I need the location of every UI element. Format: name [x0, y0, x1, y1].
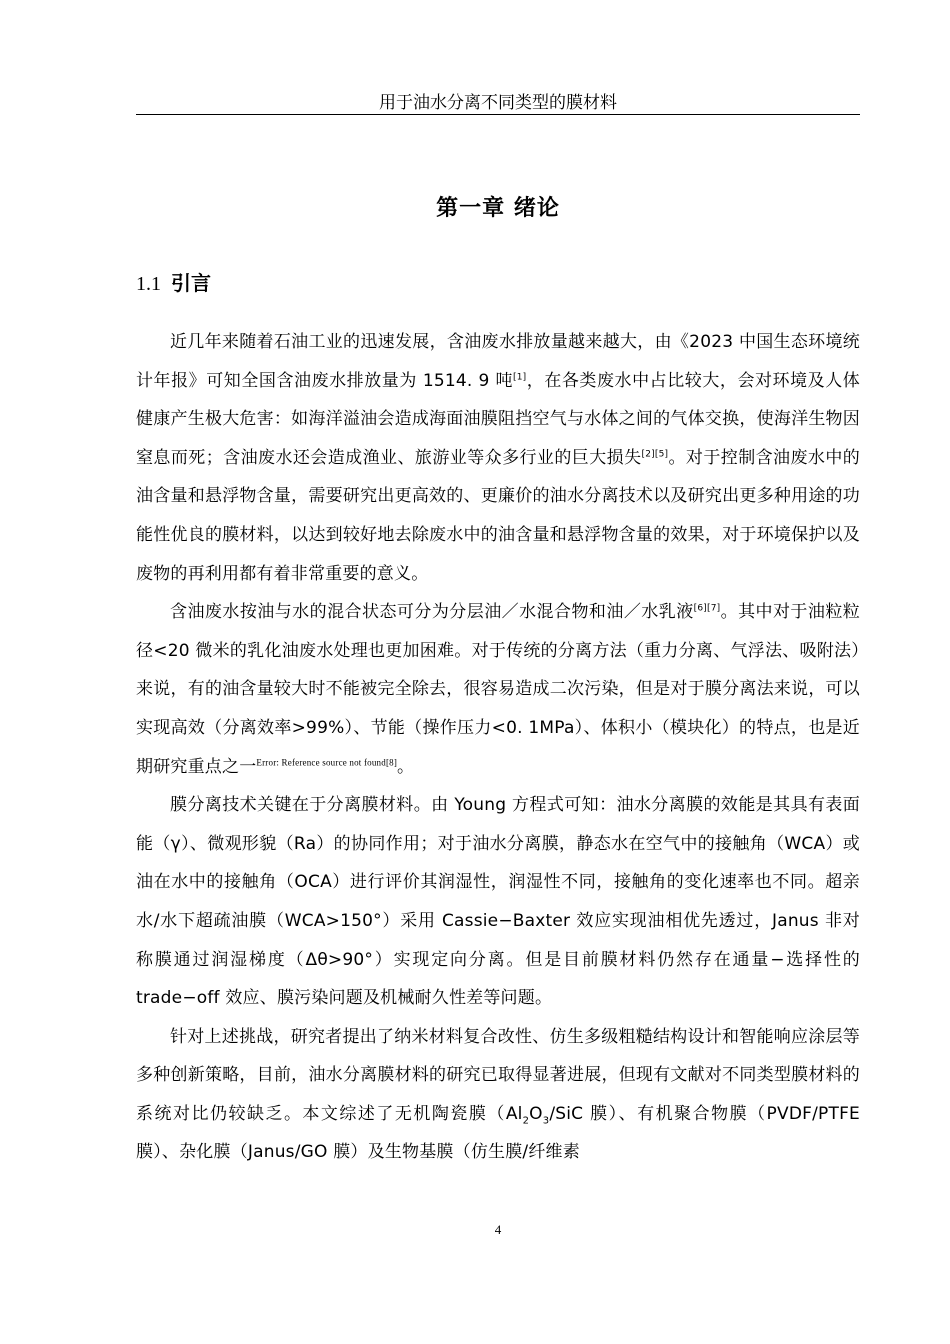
citation-error-8: Error: Reference source not found[8]: [256, 756, 398, 767]
section-title: 引言: [171, 271, 211, 295]
page-number: 4: [494, 1222, 502, 1237]
paragraph-2-text-a: 含油废水按油与水的混合状态可分为分层油／水混合物和油／水乳液: [170, 602, 694, 623]
chapter-title: 第一章 绪论: [436, 196, 560, 221]
paragraph-4-text-a: 针对上述挑战，研究者提出了纳米材料复合改性、仿生多级粗糙结构设计和智能响应涂层等多种创新策略，目前，油水分离膜材料的研究已取得显著进展，但现有文献对不同类型膜材料的系统对比仍较缺乏。本文综述了无机陶瓷膜（Al: [136, 1026, 860, 1124]
paragraph-4-text-b: O: [529, 1103, 543, 1124]
paragraph-1-text-b: ，在各类废水中占比较大，会对环境及人体健康产生极大危害：如海洋溢油会造成海面油膜阻挡空气与水体之间的气体交换，使海洋生物因窒息而死；含油废水还会造成渔业、旅游业等众多行业的巨大损失: [136, 370, 860, 468]
subscript-2: 2: [522, 1115, 530, 1127]
citation-1: [1]: [513, 371, 527, 382]
paragraph-2-text-c: 。: [397, 756, 415, 777]
paragraph-4-text-c: /SiC 膜）、有机聚合物膜（PVDF/PTFE 膜）、杂化膜（Janus/GO 膜）及生物基膜（仿生膜/纤维素: [136, 1103, 860, 1163]
paragraph-2-text-b: 。其中对于油粒粒径<20 微米的乳化油废水处理也更加困难。对于传统的分离方法（重力分离、气浮法、吸附法）来说，有的油含量较大时不能被完全除去，很容易造成二次污染，但是对于膜分离法来说，可以实现高效（分离效率>99%）、节能（操作压力<0. 1MPa）、体积小（模块化）的特点，也是近期研究重点之一: [136, 602, 860, 777]
paragraph-4: [136, 1018, 860, 1172]
section-heading: [136, 268, 211, 299]
citation-6-7: [6][7]: [693, 603, 721, 614]
paragraph-3: 膜分离技术关键在于分离膜材料。由 Young 方程式可知：油水分离膜的效能是其具有表面能（γ）、微观形貌（Ra）的协同作用；对于油水分离膜，静态水在空气中的接触角（WCA）或油在水中的接触角（OCA）进行评价其润湿性，润湿性不同，接触角的变化速率也不同。超亲水/水下超疏油膜（WCA>150°）采用 Cassie−Baxter 效应实现油相优先透过，Janus 非对称膜通过润湿梯度（Δθ>90°）实现定向分离。但是目前膜材料仍然存在通量−选择性的 trade−off 效应、膜污染问题及机械耐久性差等问题。: [136, 795, 860, 1009]
paragraph-1: [136, 323, 860, 593]
paragraph-1-text-a: 近几年来随着石油工业的迅速发展，含油废水排放量越来越大，由《2023 中国生态环境统计年报》可知全国含油废水排放量为 1514. 9 吨: [136, 332, 860, 391]
section-number: 1.1: [136, 273, 161, 295]
subscript-3: 3: [542, 1115, 550, 1127]
citation-2-5: [2][5]: [641, 449, 669, 460]
running-header: 用于油水分离不同类型的膜材料: [379, 93, 617, 113]
paragraph-1-text-c: 。对于控制含油废水中的油含量和悬浮物含量，需要研究出更高效的、更廉价的油水分离技术以及研究出更多种用途的功能性优良的膜材料，以达到较好地去除废水中的油含量和悬浮物含量的效果，对于环境保护以及废物的再利用都有着非常重要的意义。: [136, 447, 860, 584]
header-divider: [136, 114, 860, 115]
body-text: [136, 323, 860, 1172]
paragraph-2: [136, 593, 860, 786]
